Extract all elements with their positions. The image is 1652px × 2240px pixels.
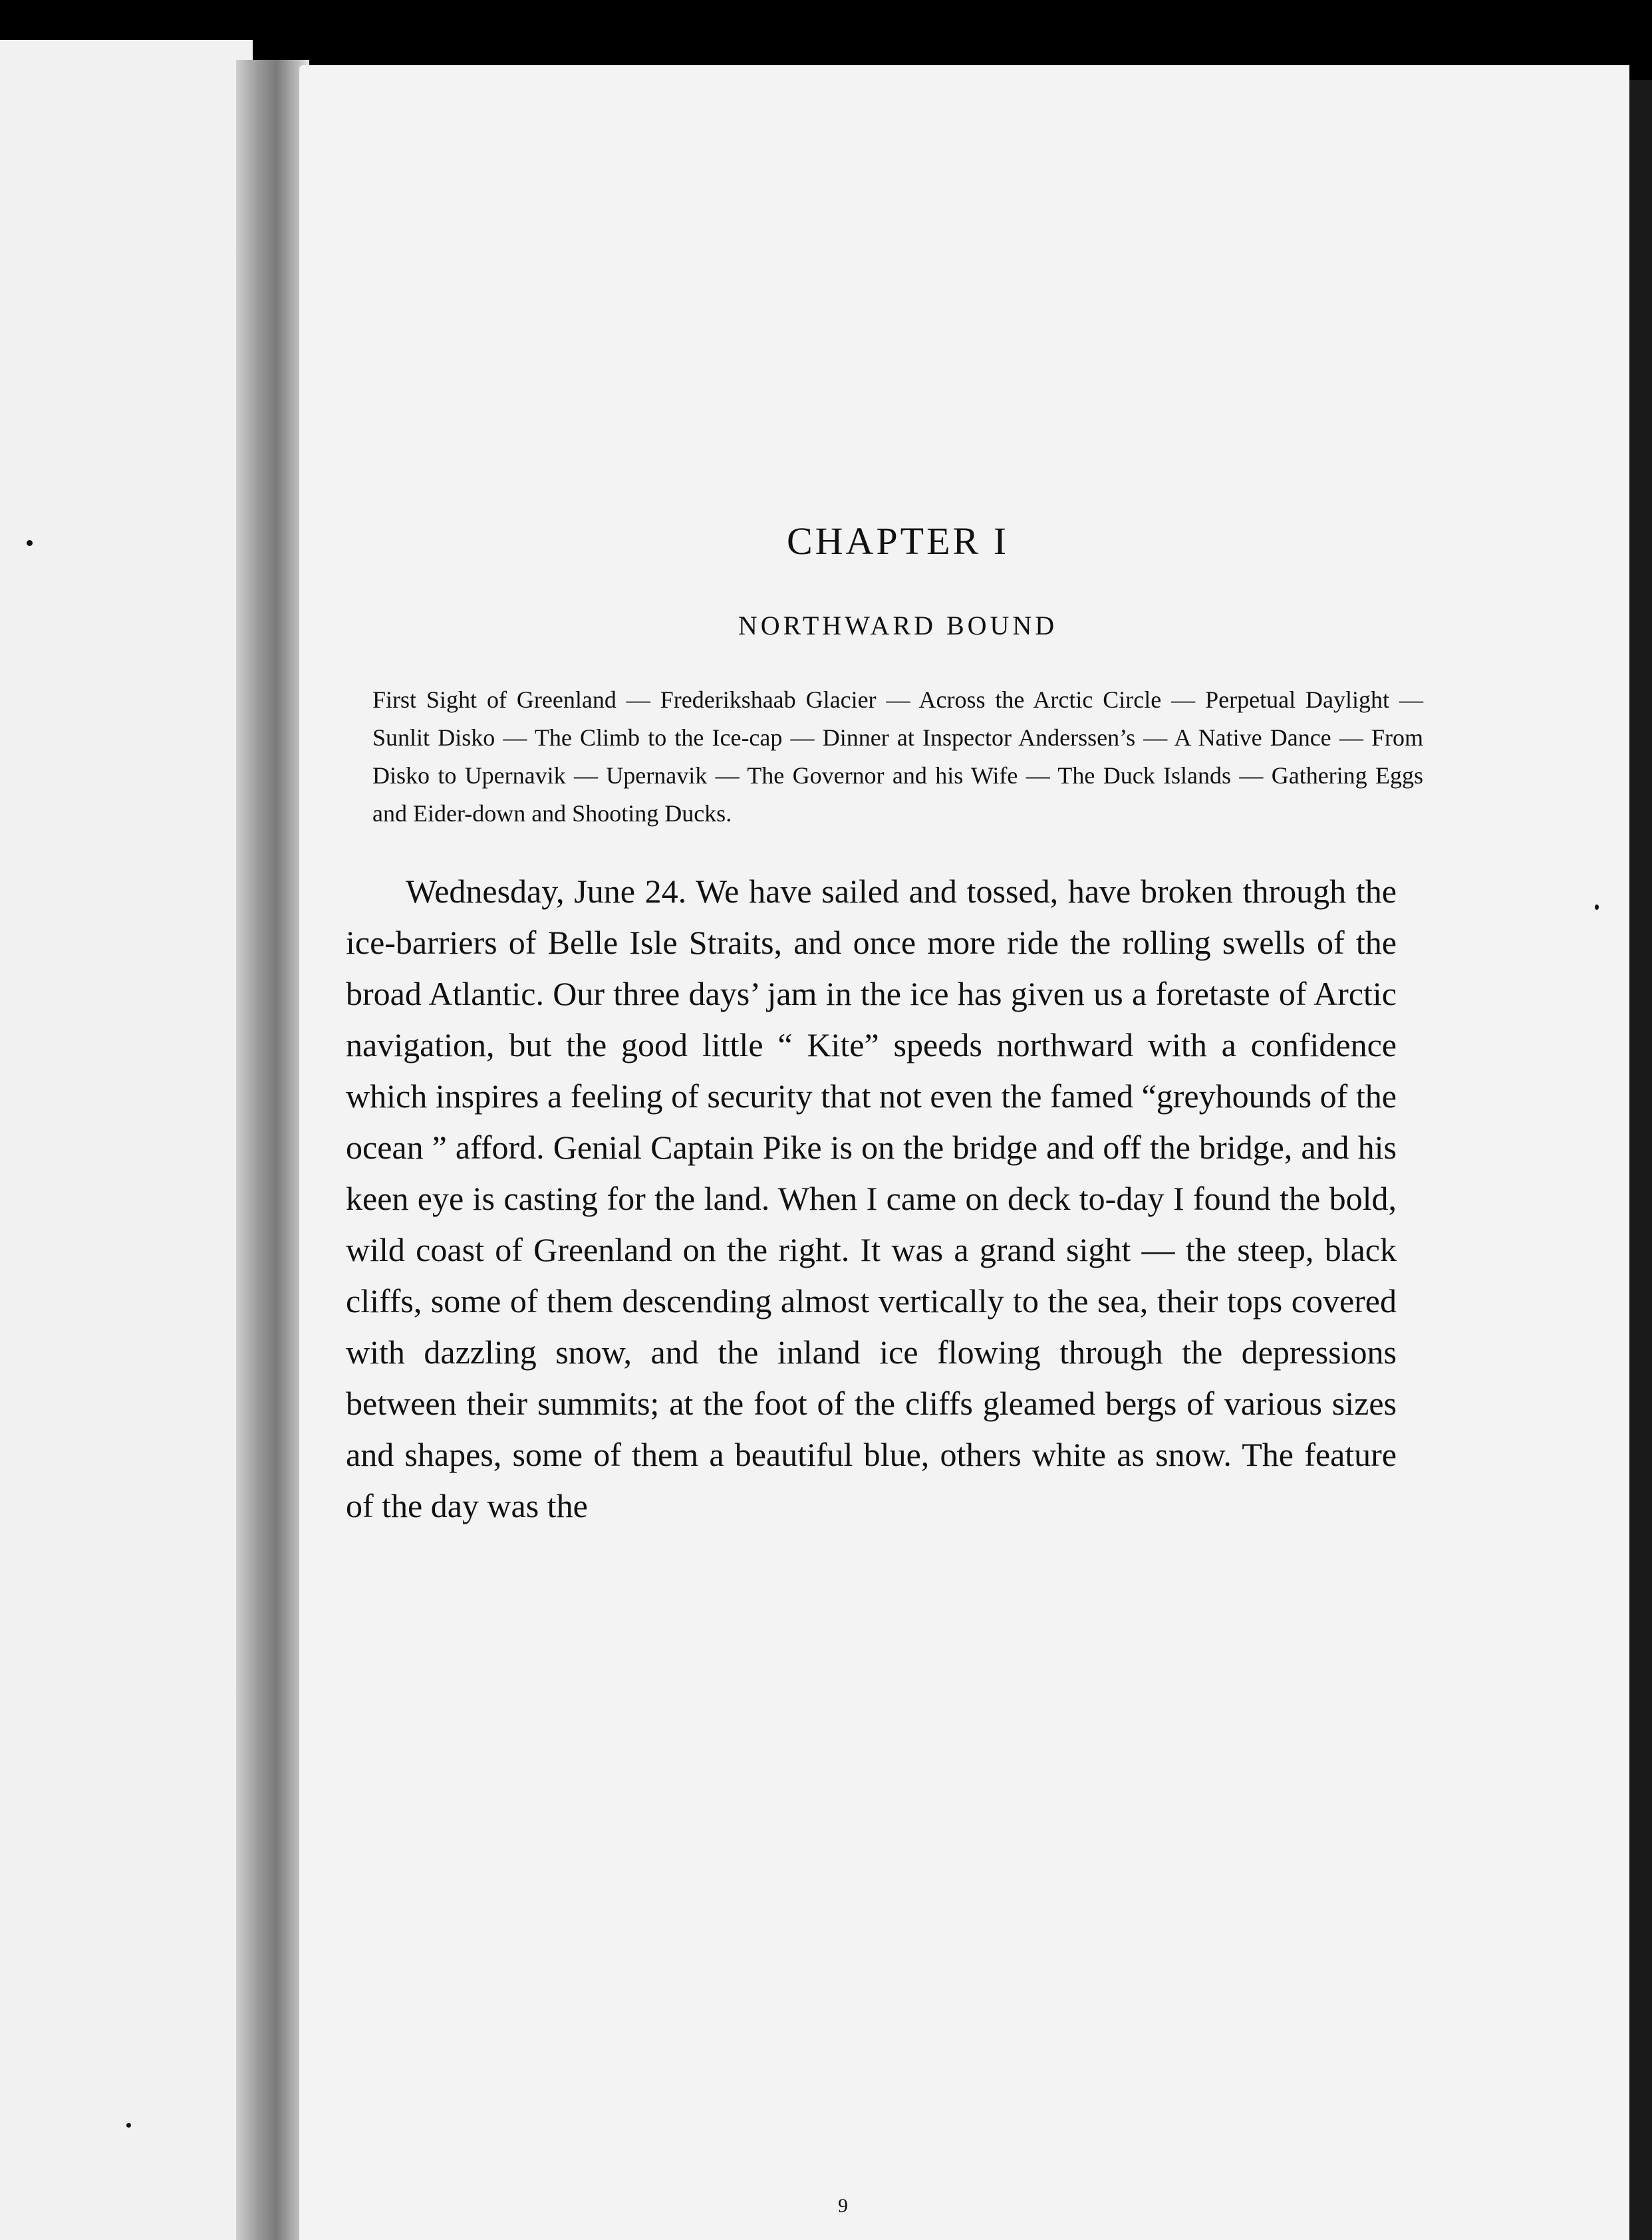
left-page [0,40,253,2240]
body-paragraph: Wednesday, June 24. We have sailed and tossed, have broken through the ice-barriers of Belle Isle Straits, and once more ride the rolling swells of the broad Atlantic. Our three days’ jam in the ice has given us a foretaste of Arctic navigation, but the good little “ Kite” speeds northward with a confidence which inspires a feeling of security that not even the famed “greyhounds of the ocean ” afford. Genial Captain Pike is on the bridge and off the bridge, and his keen eye is casting for the land. When I came on deck to-day I found the bold, wild coast of Greenland on the right. It was a grand sight — the steep, black cliffs, some of them descending almost vertically to the sea, their tops covered with dazzling snow, and the inland ice flowing through the depressions between their summits; at the foot of the cliffs gleamed bergs of various sizes and shapes, some of them a beautiful blue, others white as snow. The feature of the day was the [346,873,1397,1524]
page-text [346,519,1423,1532]
chapter-title: NORTHWARD BOUND [738,611,1058,640]
page-number: 9 [838,2195,848,2217]
scan-speck [126,2123,131,2128]
chapter-summary: First Sight of Greenland — Frederikshaab Glacier — Across the Arctic Circle — Perpetual Daylight — Sunlit Disko — The Climb to the Ice-cap — Dinner at Inspector Anderssen’s — A Native Dance — From Disko to Upernavik — Upernavik — The Governor and his Wife — The Duck Islands — Gathering Eggs and Eider-down and Shooting Ducks. [372,686,1423,827]
book-gutter [236,60,309,2240]
scan-speck [1595,905,1599,910]
chapter-number: CHAPTER I [786,519,1010,563]
scan-speck [27,540,33,546]
page-edge-shadow [1629,80,1652,2240]
